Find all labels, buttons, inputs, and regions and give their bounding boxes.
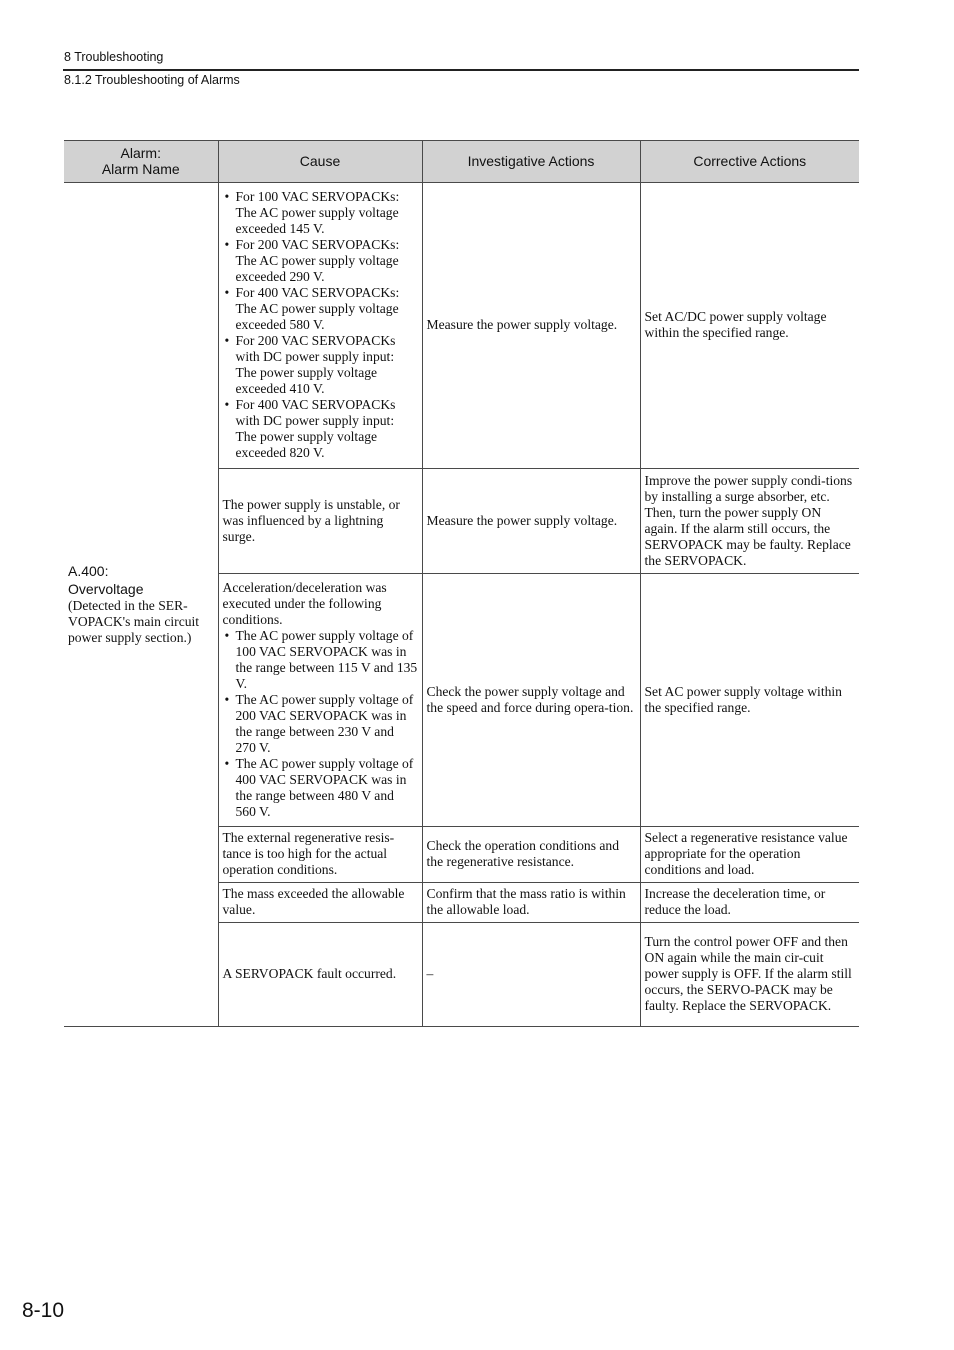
running-header-chapter: 8 Troubleshooting xyxy=(64,50,164,64)
list-item: • For 100 VAC SERVOPACKs: The AC power supply voltage exceeded 145 V. xyxy=(223,189,418,237)
alarm-cell xyxy=(64,183,218,1027)
alarm-name: Overvoltage xyxy=(68,581,144,597)
corrective-cell: Turn the control power OFF and then ON again while the main cir-cuit power supply is OFF. If the alarm still occurs, the SERVO-PACK may be faulty. Replace the SERVOPACK. xyxy=(640,923,859,1027)
running-header-section: 8.1.2 Troubleshooting of Alarms xyxy=(64,73,240,87)
corrective-cell: Improve the power supply condi-tions by installing a surge absorber, etc. Then, turn the power supply ON again. If the alarm still occurs, the SERVOPACK may be faulty. Replace the SERVOPACK. xyxy=(640,469,859,574)
header-rule xyxy=(63,69,859,71)
cause-cell: A SERVOPACK fault occurred. xyxy=(218,923,422,1027)
investigative-cell: Check the operation conditions and the regenerative resistance. xyxy=(422,827,640,883)
investigative-cell: Measure the power supply voltage. xyxy=(422,469,640,574)
corrective-cell: Set AC power supply voltage within the specified range. xyxy=(640,574,859,827)
column-header-alarm-line2: Alarm Name xyxy=(101,161,180,177)
cause-cell xyxy=(218,574,422,827)
investigative-cell: – xyxy=(422,923,640,1027)
cause-cell: The mass exceeded the allowable value. xyxy=(218,883,422,923)
cause-bullet-list xyxy=(223,628,418,820)
investigative-cell: Confirm that the mass ratio is within the allowable load. xyxy=(422,883,640,923)
column-header-investigative: Investigative Actions xyxy=(422,141,640,183)
corrective-cell: Increase the deceleration time, or reduce the load. xyxy=(640,883,859,923)
cause-cell xyxy=(218,183,422,469)
corrective-cell: Set AC/DC power supply voltage within the specified range. xyxy=(640,183,859,469)
table-header-row xyxy=(64,141,859,183)
cause-cell: The external regenerative resis-tance is too high for the actual operation conditions. xyxy=(218,827,422,883)
alarm-code: A.400: xyxy=(68,563,109,579)
list-item: • For 400 VAC SERVOPACKs with DC power supply input: The power supply voltage exceeded 820 V. xyxy=(223,397,418,461)
column-header-corrective: Corrective Actions xyxy=(640,141,859,183)
corrective-cell: Select a regenerative resistance value appropriate for the operation conditions and load. xyxy=(640,827,859,883)
list-item: • For 400 VAC SERVOPACKs: The AC power supply voltage exceeded 580 V. xyxy=(223,285,418,333)
list-item: • The AC power supply voltage of 200 VAC SERVOPACK was in the range between 230 V and 270 V. xyxy=(223,692,418,756)
alarm-troubleshooting-table xyxy=(64,140,859,1027)
investigative-cell: Check the power supply voltage and the speed and force during opera-tion. xyxy=(422,574,640,827)
page-number: 8-10 xyxy=(22,1299,65,1322)
column-header-alarm xyxy=(64,141,218,183)
cause-lead-text: Acceleration/deceleration was executed under the following conditions. xyxy=(222,579,387,627)
cause-cell: The power supply is unstable, or was influenced by a lightning surge. xyxy=(218,469,422,574)
column-header-alarm-line1: Alarm: xyxy=(120,145,161,161)
list-item: • The AC power supply voltage of 100 VAC SERVOPACK was in the range between 115 V and 135 V. xyxy=(223,628,418,692)
column-header-cause: Cause xyxy=(218,141,422,183)
list-item: • For 200 VAC SERVOPACKs: The AC power supply voltage exceeded 290 V. xyxy=(223,237,418,285)
list-item: • For 200 VAC SERVOPACKs with DC power supply input: The power supply voltage exceeded 410 V. xyxy=(223,333,418,397)
table-row xyxy=(64,183,859,469)
alarm-note: (Detected in the SER-VOPACK's main circuit power supply section.) xyxy=(68,598,200,645)
cause-bullet-list xyxy=(223,189,418,461)
list-item: • The AC power supply voltage of 400 VAC SERVOPACK was in the range between 480 V and 560 V. xyxy=(223,756,418,820)
investigative-cell: Measure the power supply voltage. xyxy=(422,183,640,469)
